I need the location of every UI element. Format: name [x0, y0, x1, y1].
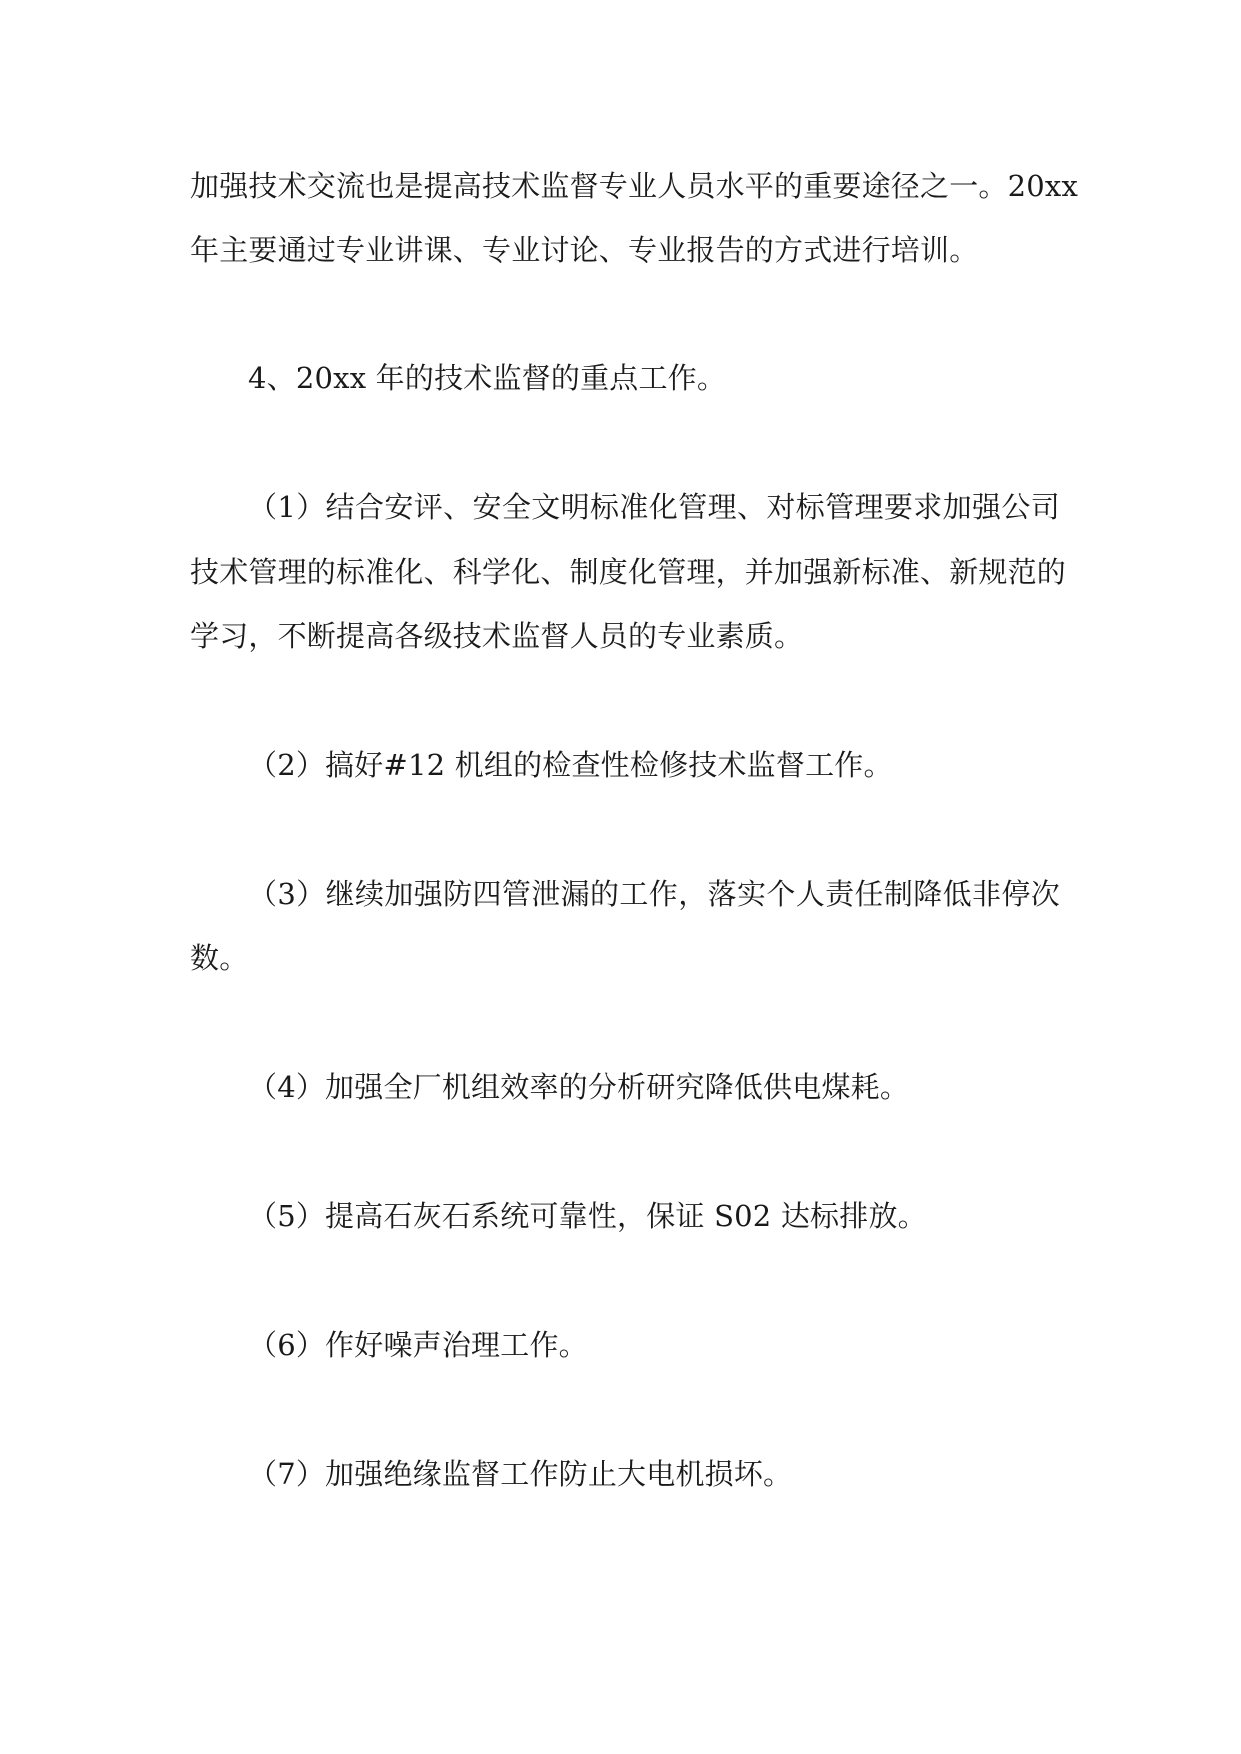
list-item-3-line: 数。: [190, 941, 249, 975]
list-item-1-line: 技术管理的标准化、科学化、制度化管理，并加强新标准、新规范的: [190, 555, 1067, 589]
list-item-6: （6）作好噪声治理工作。: [248, 1328, 588, 1362]
list-item-3-line: （3）继续加强防四管泄漏的工作，落实个人责任制降低非停次: [248, 877, 1060, 911]
section-heading: 4、20xx 年的技术监督的重点工作。: [248, 361, 727, 395]
list-item-2: （2）搞好#12 机组的检查性检修技术监督工作。: [248, 748, 893, 782]
list-item-5: （5）提高石灰石系统可靠性，保证 S02 达标排放。: [248, 1199, 927, 1233]
list-item-4: （4）加强全厂机组效率的分析研究降低供电煤耗。: [248, 1070, 910, 1104]
list-item-1-line: 学习，不断提高各级技术监督人员的专业素质。: [190, 619, 804, 653]
paragraph-line: 年主要通过专业讲课、专业讨论、专业报告的方式进行培训。: [190, 233, 979, 267]
list-item-7: （7）加强绝缘监督工作防止大电机损坏。: [248, 1457, 793, 1491]
list-item-1-line: （1）结合安评、安全文明标准化管理、对标管理要求加强公司: [248, 490, 1060, 524]
paragraph-line: 加强技术交流也是提高技术监督专业人员水平的重要途径之一。20xx: [190, 169, 1079, 203]
